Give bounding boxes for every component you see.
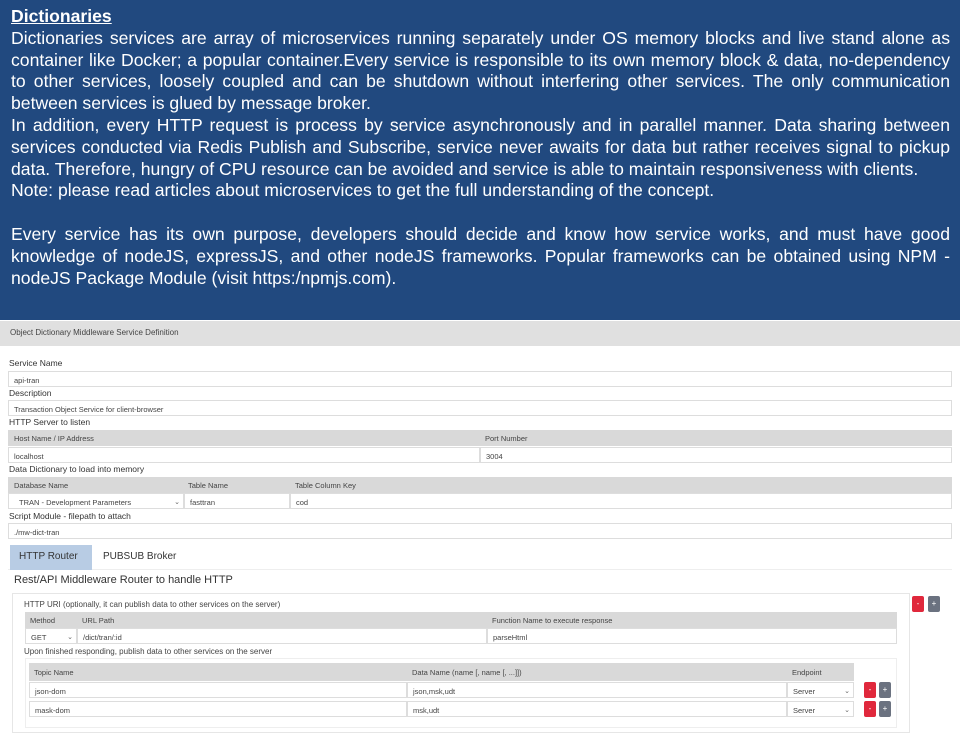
table-input[interactable]: fasttran	[184, 493, 290, 509]
database-select[interactable]	[8, 493, 184, 509]
key-header: Table Column Key	[295, 481, 356, 490]
db-header: Database Name	[14, 481, 69, 490]
port-header: Port Number	[485, 434, 528, 443]
tab-pubsub-broker[interactable]: PUBSUB Broker	[103, 551, 177, 562]
dictionary-header-row	[8, 477, 952, 493]
intro-title: Dictionaries	[11, 6, 112, 26]
http-uri-label: HTTP URI (optionally, it can publish data to other services on the server)	[24, 600, 281, 609]
data-header: Data Name (name [, name [, ...]])	[412, 668, 522, 677]
topic-input[interactable]: mask-dom	[29, 701, 407, 717]
endpoint-value: Server	[793, 706, 816, 715]
method-value: GET	[31, 633, 47, 642]
intro-note: Note: please read articles about microservices to get the full understanding of the concept.	[11, 180, 715, 201]
publish-header-row	[29, 663, 854, 681]
form-header	[0, 321, 960, 346]
method-select[interactable]	[25, 628, 77, 644]
table-header: Table Name	[188, 481, 229, 490]
router-title: Rest/API Middleware Router to handle HTTP	[14, 574, 233, 586]
endpoint-value: Server	[793, 687, 816, 696]
intro-paragraph-1: Dictionaries services are array of microservices running separately under OS memory blocks and live stand alone as container like Docker; a popular container.Every service is responsible to its own memory block & data, no-dependency to other services, loosely coupled and can be shutdown without interfering other services. The only communication between services is glued by message broker.	[11, 27, 950, 114]
path-header: URL Path	[82, 616, 115, 625]
remove-row-button[interactable]: -	[864, 701, 876, 717]
remove-row-button[interactable]: -	[864, 682, 876, 698]
http-server-label: HTTP Server to listen	[9, 417, 91, 427]
intro-paragraph-3: Every service has its own purpose, developers should decide and know how service works, and must have good knowledge of nodeJS, expressJS, and other nodeJS frameworks. Popular frameworks can be obtained using NPM - nodeJS Package Module (visit https:/npmjs.com).	[11, 224, 950, 288]
add-route-button[interactable]: +	[928, 596, 940, 612]
function-header: Function Name to execute response	[492, 616, 613, 625]
data-name-input[interactable]: msk,udt	[407, 701, 787, 717]
chevron-down-icon: ⌄	[844, 688, 850, 695]
chevron-down-icon: ⌄	[174, 499, 180, 506]
tab-http-router[interactable]: HTTP Router	[10, 545, 92, 570]
add-row-button[interactable]: +	[879, 701, 891, 717]
database-select-value: TRAN - Development Parameters	[19, 498, 132, 507]
intro-section	[0, 0, 960, 320]
endpoint-select[interactable]	[787, 682, 854, 698]
data-dictionary-label: Data Dictionary to load into memory	[9, 464, 145, 474]
chevron-down-icon: ⌄	[844, 707, 850, 714]
service-name-input[interactable]: api-tran	[8, 371, 952, 387]
intro-paragraph-2: In addition, every HTTP request is process by service asynchronously and in parallel manner. Data sharing between services conducted via Redis Publish and Subscribe, service never awaits for data but rather receives signal to pickup data. Therefore, hungry of CPU resource can be avoided and service is able to maintain responsiveness with clients.	[11, 114, 950, 179]
service-name-label: Service Name	[9, 358, 63, 368]
port-input[interactable]: 3004	[480, 447, 952, 463]
topic-input[interactable]: json-dom	[29, 682, 407, 698]
script-module-input[interactable]: ./mw-dict-tran	[8, 523, 952, 539]
uri-header-row	[25, 612, 897, 628]
endpoint-select[interactable]	[787, 701, 854, 717]
function-input[interactable]: parseHtml	[487, 628, 897, 644]
url-path-input[interactable]: /dict/tran/:id	[77, 628, 487, 644]
remove-route-button[interactable]: -	[912, 596, 924, 612]
topic-header: Topic Name	[34, 668, 74, 677]
endpoint-header: Endpoint	[792, 668, 822, 677]
host-header-row	[8, 430, 952, 446]
publish-label: Upon finished responding, publish data to other services on the server	[24, 647, 273, 656]
method-header: Method	[30, 616, 56, 625]
chevron-down-icon: ⌄	[67, 634, 73, 641]
add-row-button[interactable]: +	[879, 682, 891, 698]
description-input[interactable]: Transaction Object Service for client-browser	[8, 400, 952, 416]
form-header-title: Object Dictionary Middleware Service Definition	[10, 328, 179, 337]
script-module-label: Script Module - filepath to attach	[9, 511, 131, 521]
host-input[interactable]: localhost	[8, 447, 480, 463]
data-name-input[interactable]: json,msk,udt	[407, 682, 787, 698]
key-input[interactable]: cod	[290, 493, 952, 509]
description-label: Description	[9, 388, 52, 398]
host-header: Host Name / IP Address	[14, 434, 94, 443]
